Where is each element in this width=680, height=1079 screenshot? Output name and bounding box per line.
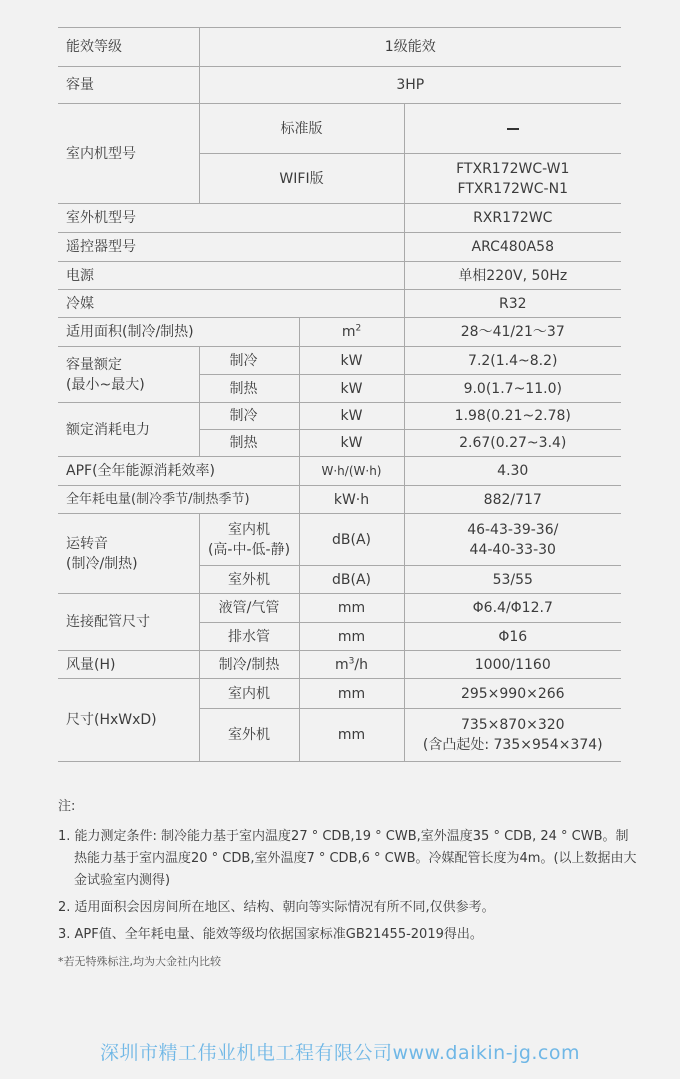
pipe-liquid-gas-value: Φ6.4/Φ12.7 <box>404 594 621 623</box>
airflow-label: 风量(H) <box>58 651 199 679</box>
annual-value: 882/717 <box>404 486 621 514</box>
note-item-2: 2. 适用面积会因房间所在地区、结构、朝向等实际情况有所不同,仅供参考。 <box>58 900 495 915</box>
note-item-3: 3. APF值、全年耗电量、能效等级均依据国家标准GB21455-2019得出。 <box>58 927 483 942</box>
area-label: 适用面积(制冷/制热) <box>58 318 299 347</box>
pipe-liquid-gas-unit: mm <box>299 594 404 623</box>
size-indoor-unit: mm <box>299 679 404 709</box>
power-cool-unit: kW <box>299 403 404 430</box>
power-heat-value: 2.67(0.27~3.4) <box>404 430 621 457</box>
notes-section <box>58 796 638 973</box>
noise-indoor-value-line2: 44-40-33-30 <box>469 541 556 558</box>
table-row <box>58 204 621 233</box>
power-label: 电源 <box>58 262 404 290</box>
drain-pipe-value: Φ16 <box>404 623 621 651</box>
noise-indoor-value-line1: 46-43-39-36/ <box>467 521 559 538</box>
rated-cool-unit: kW <box>299 347 404 375</box>
airflow-sub-label: 制冷/制热 <box>199 651 299 679</box>
size-outdoor-value-line2: (含凸起处: 735×954×374) <box>422 737 603 753</box>
rated-heat-label: 制热 <box>199 375 299 403</box>
noise-label <box>58 514 199 594</box>
table-row <box>58 403 621 430</box>
dash-mark <box>507 128 519 130</box>
footer-company-url: 深圳市精工伟业机电工程有限公司www.daikin-jg.com <box>99 1042 581 1064</box>
remote-model-label: 遥控器型号 <box>58 233 404 262</box>
notes-title: 注: <box>58 799 76 814</box>
size-label: 尺寸(HxWxD) <box>58 679 199 762</box>
size-outdoor-unit: mm <box>299 709 404 762</box>
table-row <box>58 262 621 290</box>
size-outdoor-label: 室外机 <box>199 709 299 762</box>
wifi-model-2: FTXR172WC-N1 <box>457 180 568 197</box>
noise-outdoor-unit: dB(A) <box>299 566 404 594</box>
table-row <box>58 233 621 262</box>
table-row <box>58 457 621 486</box>
apf-label: APF(全年能源消耗效率) <box>58 457 299 486</box>
annual-label: 全年耗电量(制冷季节/制热季节) <box>58 486 299 514</box>
drain-pipe-unit: mm <box>299 623 404 651</box>
table-row <box>58 67 621 104</box>
noise-label-line1: 运转音 <box>66 535 108 552</box>
outdoor-model-value: RXR172WC <box>404 204 621 233</box>
rated-capacity-label-line1: 容量额定 <box>66 356 122 373</box>
area-unit <box>299 318 404 347</box>
drain-pipe-label: 排水管 <box>199 623 299 651</box>
spec-table <box>58 27 621 762</box>
note-small-print: *若无特殊标注,均为大金社内比较 <box>58 955 221 968</box>
size-indoor-label: 室内机 <box>199 679 299 709</box>
noise-label-line2: (制冷/制热) <box>66 555 138 572</box>
refrigerant-value: R32 <box>404 290 621 318</box>
noise-outdoor-label: 室外机 <box>199 566 299 594</box>
standard-version-value <box>404 104 621 154</box>
power-heat-unit: kW <box>299 430 404 457</box>
table-row <box>58 28 621 67</box>
table-row <box>58 104 621 154</box>
rated-capacity-label-line2: (最小~最大) <box>66 376 145 393</box>
rated-power-label: 额定消耗电力 <box>58 403 199 457</box>
pipe-liquid-gas-label: 液管/气管 <box>199 594 299 623</box>
size-outdoor-value <box>404 709 621 762</box>
apf-value: 4.30 <box>404 457 621 486</box>
table-row <box>58 318 621 347</box>
standard-version-label: 标准版 <box>199 104 404 154</box>
airflow-unit-sup: 3 <box>348 655 355 666</box>
power-cool-label: 制冷 <box>199 403 299 430</box>
noise-indoor-label-line2: (高-中-低-静) <box>207 541 291 558</box>
wifi-model-cell <box>404 154 621 204</box>
pipe-label: 连接配管尺寸 <box>58 594 199 651</box>
note-item-1: 1. 能力测定条件: 制冷能力基于室内温度27 ° CDB,19 ° CWB,室外温度35 ° CDB, 24 ° CWB。制热能力基于室内温度20 ° CDB,室外温度7 ° CDB,6 ° CWB。冷媒配管长度为4m。(以上数据由大金试验室内测得) <box>58 829 637 888</box>
table-row <box>58 651 621 679</box>
power-cool-value: 1.98(0.21~2.78) <box>404 403 621 430</box>
apf-unit: W·h/(W·h) <box>299 457 404 486</box>
area-unit-sup: 2 <box>355 323 362 334</box>
table-row <box>58 679 621 709</box>
noise-indoor-unit: dB(A) <box>299 514 404 566</box>
table-row <box>58 486 621 514</box>
capacity-value: 3HP <box>199 67 621 104</box>
table-row <box>58 347 621 375</box>
noise-indoor-label <box>199 514 299 566</box>
table-row <box>58 594 621 623</box>
energy-grade-value: 1级能效 <box>199 28 621 67</box>
power-heat-label: 制热 <box>199 430 299 457</box>
size-outdoor-value-line1: 735×870×320 <box>460 717 565 733</box>
airflow-unit <box>299 651 404 679</box>
noise-indoor-label-line1: 室内机 <box>228 521 270 538</box>
remote-model-value: ARC480A58 <box>404 233 621 262</box>
table-row <box>58 514 621 566</box>
rated-heat-unit: kW <box>299 375 404 403</box>
airflow-unit-tail: /h <box>354 656 368 673</box>
noise-outdoor-value: 53/55 <box>404 566 621 594</box>
capacity-label: 容量 <box>58 67 199 104</box>
size-indoor-value: 295×990×266 <box>404 679 621 709</box>
area-value: 28～41/21～37 <box>404 318 621 347</box>
rated-cool-label: 制冷 <box>199 347 299 375</box>
noise-indoor-value <box>404 514 621 566</box>
refrigerant-label: 冷媒 <box>58 290 404 318</box>
rated-cool-value: 7.2(1.4~8.2) <box>404 347 621 375</box>
airflow-unit-base: m <box>335 656 349 673</box>
power-value: 单相220V, 50Hz <box>404 262 621 290</box>
energy-grade-label: 能效等级 <box>58 28 199 67</box>
outdoor-model-label: 室外机型号 <box>58 204 404 233</box>
indoor-model-label: 室内机型号 <box>58 104 199 204</box>
annual-unit: kW·h <box>299 486 404 514</box>
rated-capacity-label <box>58 347 199 403</box>
wifi-version-label: WIFI版 <box>199 154 404 204</box>
rated-heat-value: 9.0(1.7~11.0) <box>404 375 621 403</box>
wifi-model-1: FTXR172WC-W1 <box>456 160 570 177</box>
area-unit-base: m <box>341 324 356 340</box>
table-row <box>58 290 621 318</box>
airflow-value: 1000/1160 <box>404 651 621 679</box>
